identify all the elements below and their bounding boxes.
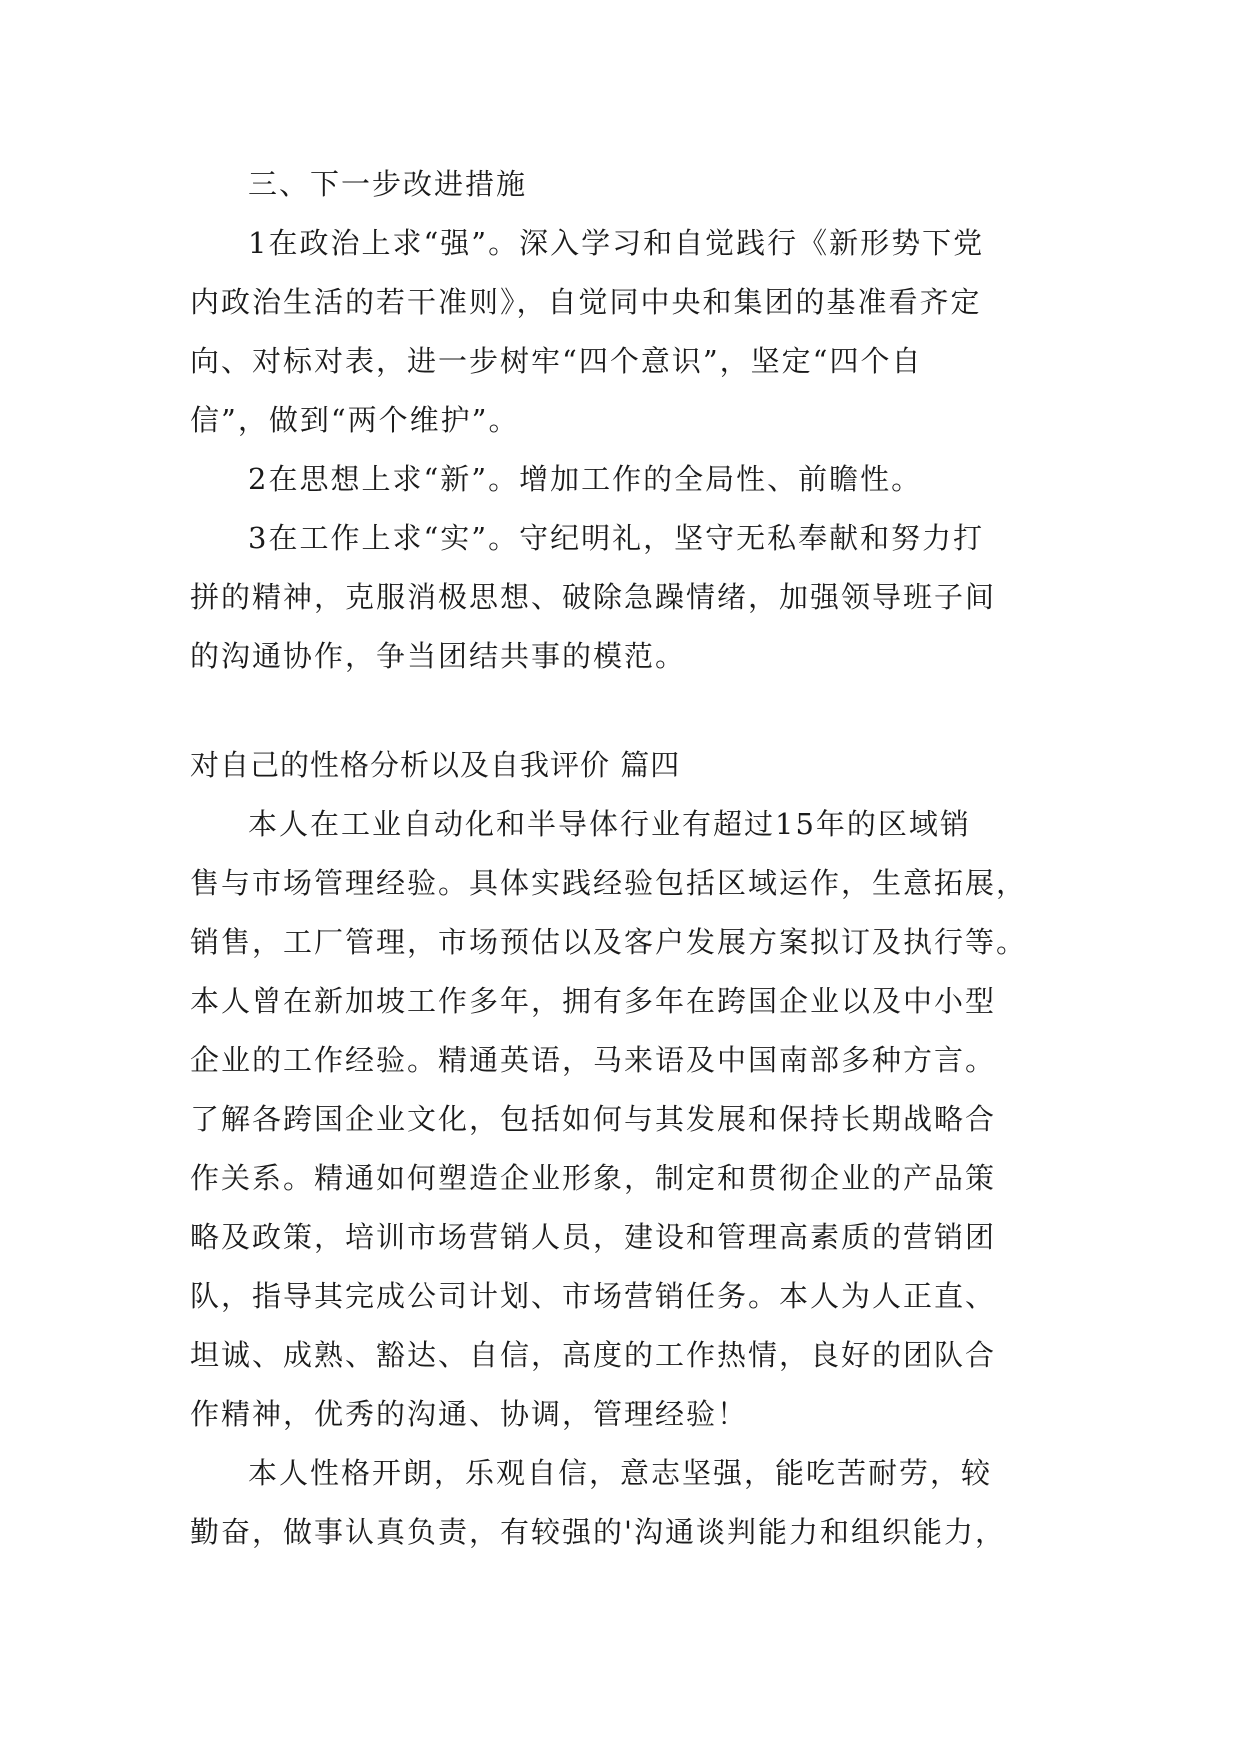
paragraph-line: 1在政治上求“强”。深入学习和自觉践行《新形势下党 (248, 226, 985, 260)
paragraph-line: 作精神，优秀的沟通、协调，管理经验！ (190, 1397, 749, 1431)
paragraph-line: 售与市场管理经验。具体实践经验包括区域运作，生意拓展， (190, 866, 1028, 900)
paragraph-line: 坦诚、成熟、豁达、自信，高度的工作热情，良好的团队合 (190, 1338, 997, 1372)
paragraph-line: 勤奋，做事认真负责，有较强的'沟通谈判能力和组织能力， (190, 1515, 1006, 1549)
paragraph-line: 本人在工业自动化和半导体行业有超过15年的区域销 (248, 807, 971, 841)
article-title: 对自己的性格分析以及自我评价 篇四 (190, 748, 681, 782)
section-heading: 三、下一步改进措施 (248, 167, 528, 201)
item-2-paragraph (190, 450, 1060, 509)
paragraph-line: 的沟通协作，争当团结共事的模范。 (190, 639, 687, 673)
paragraph-line: 本人曾在新加坡工作多年，拥有多年在跨国企业以及中小型 (190, 984, 997, 1018)
section-gap (190, 686, 1060, 736)
paragraph-line: 3在工作上求“实”。守纪明礼，坚守无私奉献和努力打 (248, 521, 985, 555)
item-3-paragraph (190, 509, 1060, 686)
paragraph-line: 拼的精神，克服消极思想、破除急躁情绪，加强领导班子间 (190, 580, 997, 614)
paragraph-line: 作关系。精通如何塑造企业形象，制定和贯彻企业的产品策 (190, 1161, 997, 1195)
paragraph-line: 了解各跨国企业文化，包括如何与其发展和保持长期战略合 (190, 1102, 997, 1136)
body-paragraph-2 (190, 1444, 1060, 1562)
paragraph-line: 信”，做到“两个维护”。 (190, 403, 520, 437)
document-page (190, 155, 1060, 1562)
paragraph-line: 本人性格开朗，乐观自信，意志坚强，能吃苦耐劳，较 (248, 1456, 993, 1490)
paragraph-line: 内政治生活的若干准则》，自觉同中央和集团的基准看齐定 (190, 285, 982, 319)
paragraph-line: 队，指导其完成公司计划、市场营销任务。本人为人正直、 (190, 1279, 997, 1313)
paragraph-line: 略及政策，培训市场营销人员，建设和管理高素质的营销团 (190, 1220, 997, 1254)
item-1-paragraph (190, 214, 1060, 450)
paragraph-line: 企业的工作经验。精通英语，马来语及中国南部多种方言。 (190, 1043, 997, 1077)
paragraph-line: 向、对标对表，进一步树牢“四个意识”，坚定“四个自 (190, 344, 923, 378)
paragraph-line: 2在思想上求“新”。增加工作的全局性、前瞻性。 (248, 462, 923, 496)
body-paragraph-1 (190, 795, 1060, 1444)
paragraph-line: 销售，工厂管理，市场预估以及客户发展方案拟订及执行等。 (190, 925, 1028, 959)
